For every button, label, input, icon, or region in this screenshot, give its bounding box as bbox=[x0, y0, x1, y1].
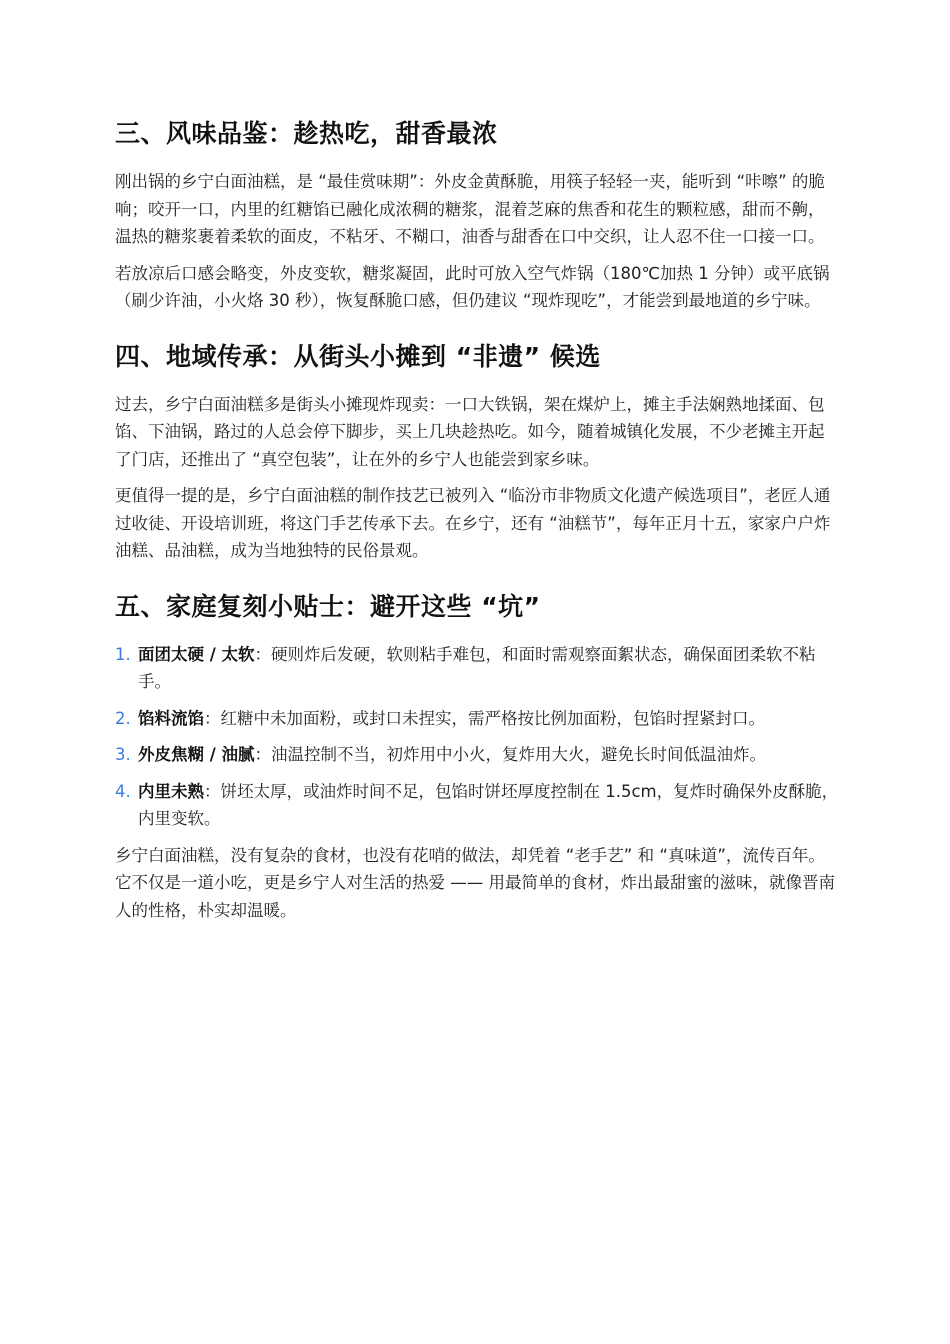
section-3-paragraph-1: 刚出锅的乡宁白面油糕，是 “最佳赏味期”：外皮金黄酥脆，用筷子轻轻一夹，能听到 “咔嚓” 的脆响；咬开一口，内里的红糖馅已融化成浓稠的糖浆，混着芝麻的焦香和花生的颗粒感，甜而不齁，温热的糖浆裹着柔软的面皮，不粘牙、不糊口，油香与甜香在口中交织，让人忍不住一口接一口。 bbox=[115, 172, 825, 246]
tip-text: ：硬则炸后发硬，软则粘手难包，和面时需观察面絮状态，确保面团柔软不粘手。 bbox=[138, 644, 816, 691]
document-page bbox=[115, 112, 840, 924]
tip-title: 面团太硬 / 太软 bbox=[138, 644, 255, 664]
tip-text: ：饼坯太厚，或油炸时间不足，包馅时饼坯厚度控制在 1.5cm，复炸时确保外皮酥脆，内里变软。 bbox=[138, 781, 839, 828]
section-5-heading: 五、家庭复刻小贴士：避开这些 “坑” bbox=[115, 591, 541, 621]
tip-title: 外皮焦糊 / 油腻 bbox=[138, 745, 255, 764]
list-number: 2. bbox=[115, 708, 131, 728]
list-number: 3. bbox=[115, 745, 131, 764]
tip-item bbox=[115, 641, 840, 696]
section-3-paragraph-2: 若放凉后口感会略变，外皮变软，糖浆凝固，此时可放入空气炸锅（180℃加热 1 分钟）或平底锅（刷少许油，小火烙 30 秒），恢复酥脆口感，但仍建议 “现炸现吃”，才能尝到最地道的乡宁味。 bbox=[115, 263, 830, 310]
section-4-paragraph-2: 更值得一提的是，乡宁白面油糕的制作技艺已被列入 “临汾市非物质文化遗产候选项目”，老匠人通过收徒、开设培训班，将这门手艺传承下去。在乡宁，还有 “油糕节”，每年正月十五，家家户户炸油糕、品油糕，成为当地独特的民俗景观。 bbox=[115, 486, 831, 560]
section-4-heading: 四、地域传承：从街头小摊到 “非遗” 候选 bbox=[115, 341, 601, 371]
tip-title: 馅料流馅 bbox=[138, 708, 204, 728]
tips-list bbox=[115, 641, 840, 833]
list-number: 4. bbox=[115, 781, 131, 801]
tip-title: 内里未熟 bbox=[138, 781, 204, 801]
closing-paragraph: 乡宁白面油糕，没有复杂的食材，也没有花哨的做法，却凭着 “老手艺” 和 “真味道”，流传百年。它不仅是一道小吃，更是乡宁人对生活的热爱 —— 用最简单的食材，炸出最甜蜜的滋味，就像晋南人的性格，朴实却温暖。 bbox=[115, 845, 835, 920]
section-4-paragraph-1: 过去，乡宁白面油糕多是街头小摊现炸现卖：一口大铁锅，架在煤炉上，摊主手法娴熟地揉面、包馅、下油锅，路过的人总会停下脚步，买上几块趁热吃。如今，随着城镇化发展，不少老摊主开起了门店，还推出了 “真空包装”，让在外的乡宁人也能尝到家乡味。 bbox=[115, 394, 825, 469]
list-number: 1. bbox=[115, 644, 131, 664]
tip-item bbox=[115, 705, 840, 733]
tip-item bbox=[115, 778, 840, 833]
tip-text: ：红糖中未加面粉，或封口未捏实，需严格按比例加面粉，包馅时捏紧封口。 bbox=[204, 708, 765, 728]
tip-item bbox=[115, 741, 840, 769]
section-3-heading: 三、风味品鉴：趁热吃，甜香最浓 bbox=[115, 119, 498, 148]
tip-text: ：油温控制不当，初炸用中小火，复炸用大火，避免长时间低温油炸。 bbox=[254, 745, 767, 764]
